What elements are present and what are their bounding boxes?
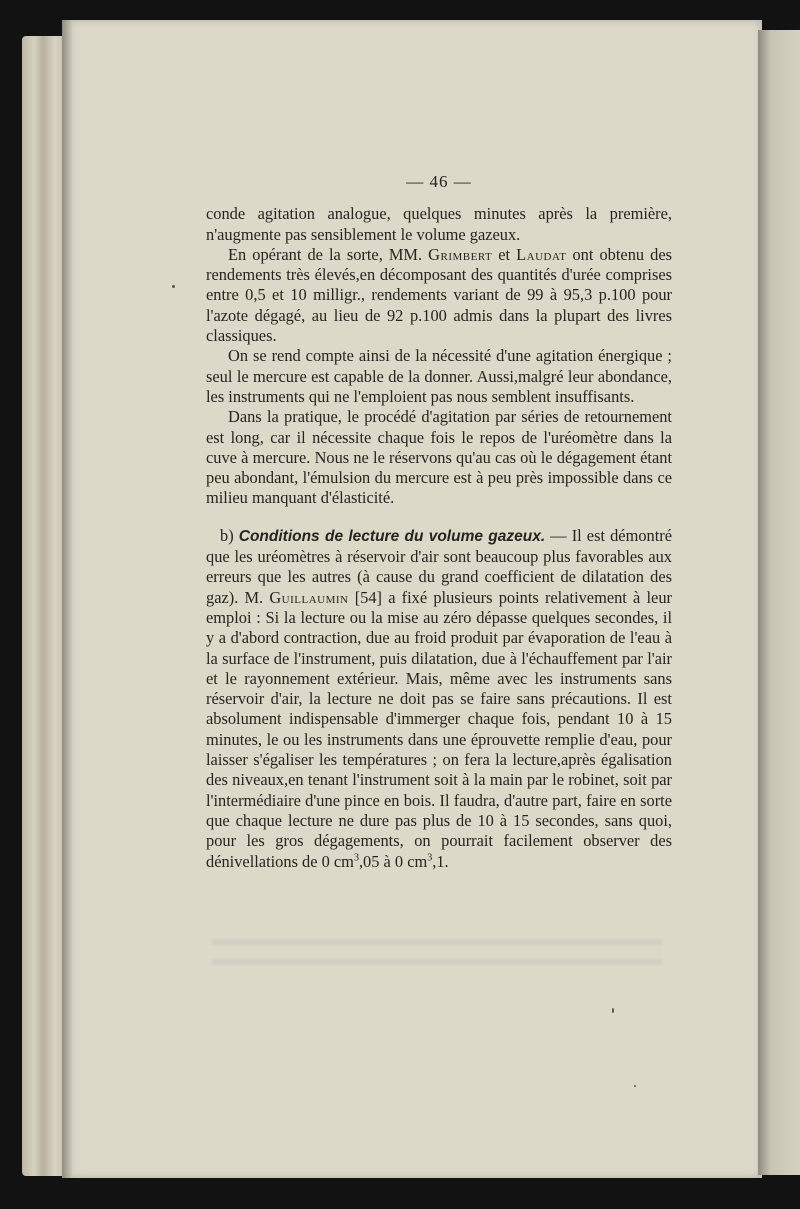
author-name: Laudat bbox=[516, 244, 567, 264]
superscript: 3 bbox=[427, 852, 433, 864]
paragraph-text: ont obtenu des rendements très élevés,en décomposant des quantités d'urée comprises entre 0,5 et 10 milligr., rendements variant de 99 à 95,3 p.100 pour l'azote dégagé, au lieu de 92 p.100 admis dans la plupart des livres classiques. bbox=[206, 244, 672, 346]
bleed-through-text bbox=[212, 925, 662, 965]
paragraph-text: et bbox=[492, 244, 517, 264]
paragraph-agitation: On se rend compte ainsi de la nécessité d'une agitation énergique ; seul le mercure est capable de la donner. Aussi,malgré leur abondance, les instruments qui ne l'emploient pas nous semblent insuffisants. bbox=[206, 346, 672, 406]
speck-mark bbox=[634, 1085, 636, 1087]
superscript: 3 bbox=[353, 852, 359, 864]
author-name: Guillaumin bbox=[269, 587, 349, 607]
section-title: Conditions de lecture du volume gazeux. bbox=[238, 527, 546, 545]
paragraph-pratique: Dans la pratique, le procédé d'agitation par séries de retournement est long, car il nécessite chaque fois le repos de l'uréomètre dans la cuve à mercure. Nous ne le réservons qu'au cas où le dégagement étant peu abondant, l'émulsion du mercure est à peu près impossible dans ce milieu manquant d'élasticité. bbox=[206, 407, 672, 508]
page-text bbox=[206, 172, 672, 872]
paragraph-grimbert-laudat bbox=[206, 245, 672, 346]
paragraph-text: ,1. bbox=[432, 851, 449, 871]
author-name: Grimbert bbox=[428, 244, 493, 264]
paragraph-continued: conde agitation analogue, quelques minutes après la première, n'augmente pas sensiblement le volume gazeux. bbox=[206, 204, 672, 244]
paragraph-text: En opérant de la sorte, MM. bbox=[228, 244, 429, 264]
paragraph-text: — Il est démontré que les uréomètres à réservoir d'air sont beaucoup plus favorables aux erreurs que les autres (à cause du grand coefficient de dilatation des gaz). M. bbox=[206, 525, 672, 607]
paragraph-text: [54] a fixé plusieurs points relativement à leur emploi : Si la lecture ou la mise au zéro dépasse quelques secondes, il y a d'abord contraction, due au froid produit par évaporation de l'eau à la surface de l'instrument, puis dilatation, due à l'échauffement par l'air et le rayonnement extérieur. Mais, même avec les instruments sans réservoir d'air, la lecture ne doit pas se faire sans précautions. Il est absolument indispensable d'immerger chaque fois, pendant 10 à 15 minutes, le ou les instruments dans une éprouvette remplie d'eau, pour laisser s'égaliser les températures ; on fera la lecture,après égalisation des niveaux,en tenant l'instrument soit à la main par le robinet, soit par l'intermédiaire d'une pince en bois. Il faudra, d'autre part, faire en sorte que chaque lecture ne dure pas plus de 10 à 15 secondes, sans quoi, pour les gros dégagements, on pourrait facilement observer des dénivellations de 0 cm bbox=[206, 587, 672, 871]
section-label: b) bbox=[220, 525, 239, 545]
page-number: — 46 — bbox=[406, 172, 472, 191]
facing-page-edge bbox=[758, 30, 800, 1175]
speck-mark bbox=[612, 1008, 614, 1013]
paragraph-conditions-lecture bbox=[206, 526, 672, 872]
paragraph-text: ,05 à 0 cm bbox=[358, 851, 428, 871]
speck-mark bbox=[172, 285, 175, 288]
